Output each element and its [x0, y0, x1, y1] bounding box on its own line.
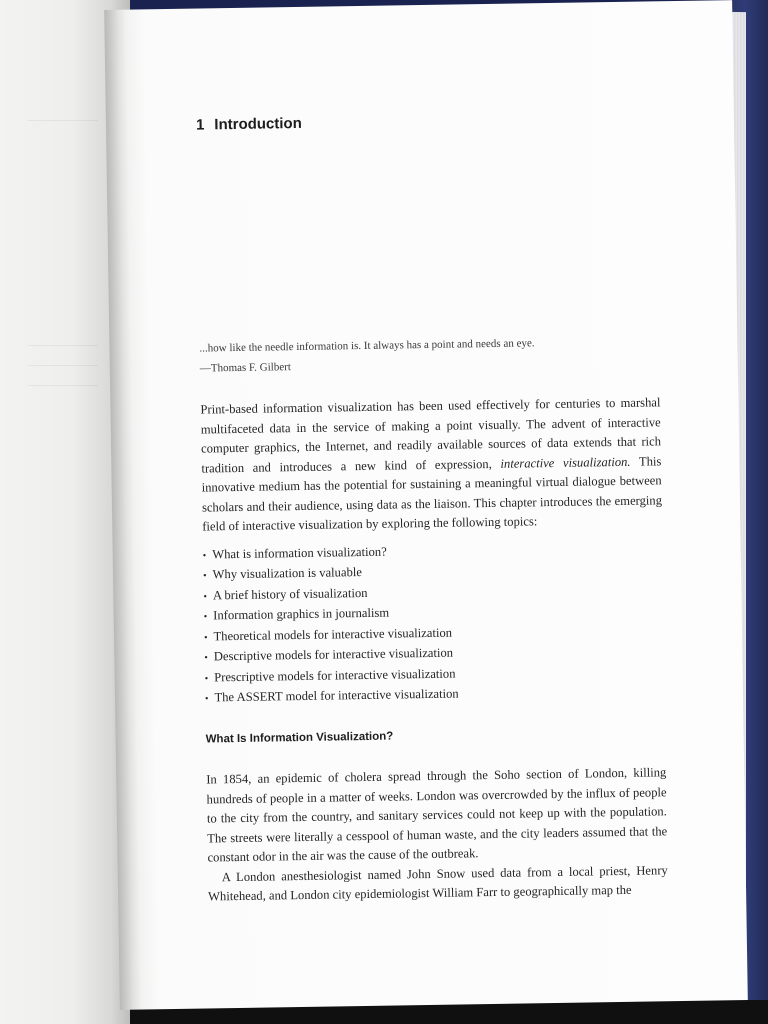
intro-paragraph: Print-based information visualization has been used effectively for centuries to marshal multifaceted data in the service of making a point visually. The advent of interactive computer graphics, the Internet, and readily available sources of data extends that rich tradition and introduces a new kind of expression, interactive visualization. This innovative medium has the potential for sustaining a meaningful virtual dialogue between scholars and their audience, using data as the liaison. This chapter introduces the emerging field of interactive visualization by exploring the following topics: [200, 395, 663, 534]
chapter-number: 1 [195, 116, 205, 134]
body-text [200, 393, 668, 907]
epigraph [199, 331, 660, 378]
section-paragraph: In 1854, an epidemic of cholera spread through the Soho section of London, killing hundreds of people in a matter of weeks. London was overcrowded by the influx of people to the city from the country, and sanitary services could not keep up with the population. The streets were literally a cesspool of human waste, and the city leaders assumed that the constant odor in the air was the cause of the outbreak. [206, 765, 668, 865]
list-item: • A brief history of visualization [203, 579, 663, 607]
term-interactive-visualization: interactive visualization. [500, 454, 631, 471]
epigraph-attribution: —Thomas F. Gilbert [199, 361, 291, 375]
list-item: • What is information visualization? [203, 538, 663, 566]
topics-list [203, 538, 666, 709]
list-item: • Descriptive models for interactive visualization [204, 640, 664, 668]
chapter-title-text: Introduction [214, 114, 302, 134]
section-body [206, 763, 668, 907]
list-item: • Why visualization is valuable [203, 558, 663, 586]
epigraph-quote: ...how like the needle information is. It always has a point and needs an eye. [199, 337, 535, 355]
list-item: • The ASSERT model for interactive visualization [205, 681, 665, 709]
section-paragraph: A London anesthesiologist named John Snow used data from a local priest, Henry Whitehead, and London city epidemiologist William Farr to geographically map the [208, 862, 668, 904]
chapter-title [196, 115, 302, 134]
list-item: • Information graphics in journalism [204, 599, 664, 627]
list-item: • Theoretical models for interactive visualization [204, 620, 664, 648]
section-heading: What Is Information Visualization? [205, 730, 394, 746]
book-page [104, 0, 748, 1010]
list-item: • Prescriptive models for interactive visualization [205, 661, 665, 689]
